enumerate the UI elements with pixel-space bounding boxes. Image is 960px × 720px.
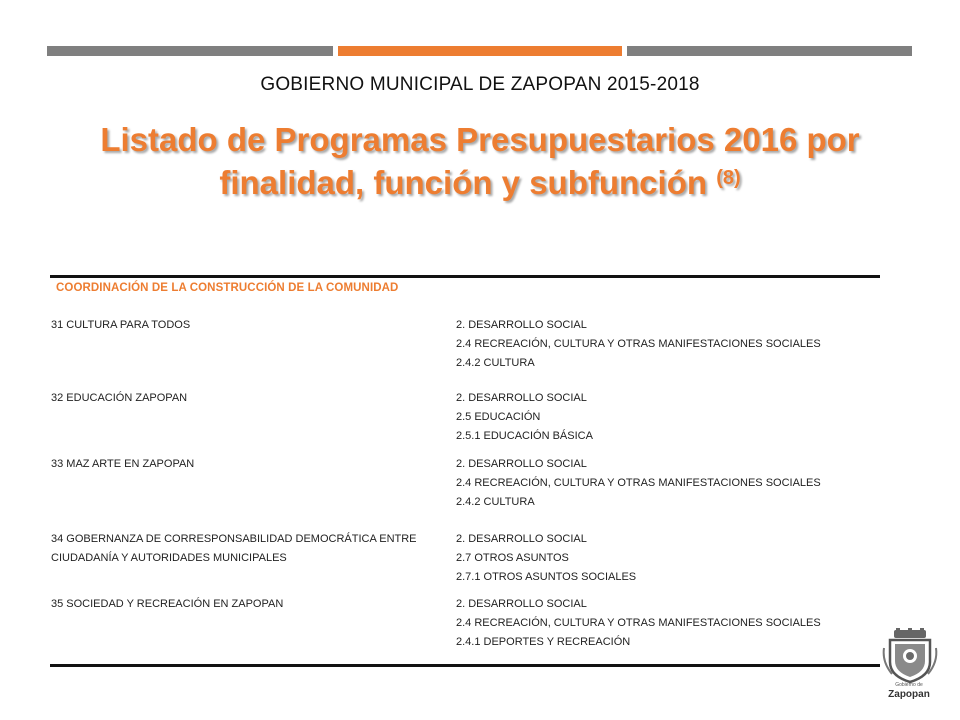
funcion: 2.5 EDUCACIÓN xyxy=(456,411,541,423)
funcion: 2.4 RECREACIÓN, CULTURA Y OTRAS MANIFESTACIONES SOCIALES xyxy=(456,477,821,489)
funcion: 2.4 RECREACIÓN, CULTURA Y OTRAS MANIFESTACIONES SOCIALES xyxy=(456,338,821,350)
section-title: COORDINACIÓN DE LA CONSTRUCCIÓN DE LA COMUNIDAD xyxy=(56,282,399,294)
funcion: 2.7 OTROS ASUNTOS xyxy=(456,552,569,564)
program-name: 32 EDUCACIÓN ZAPOPAN xyxy=(51,392,188,404)
program-classification xyxy=(456,316,876,373)
title-main: Listado de Programas Presupuestarios 2016 por finalidad, función y subfunción xyxy=(100,121,860,201)
finalidad: 2. DESARROLLO SOCIAL xyxy=(456,392,587,404)
program-classification xyxy=(456,530,876,587)
finalidad: 2. DESARROLLO SOCIAL xyxy=(456,319,587,331)
subfuncion: 2.4.2 CULTURA xyxy=(456,496,535,508)
page-title xyxy=(40,118,920,204)
funcion: 2.4 RECREACIÓN, CULTURA Y OTRAS MANIFESTACIONES SOCIALES xyxy=(456,617,821,629)
subfuncion: 2.7.1 OTROS ASUNTOS SOCIALES xyxy=(456,571,637,583)
subfuncion: 2.4.2 CULTURA xyxy=(456,357,535,369)
table-bottom-rule xyxy=(50,664,880,667)
program-name: 33 MAZ ARTE EN ZAPOPAN xyxy=(51,458,195,470)
title-note: (8) xyxy=(716,167,741,189)
table-top-rule xyxy=(50,275,880,278)
program-name: 34 GOBERNANZA DE CORRESPONSABILIDAD DEMOCRÁTICA ENTRE CIUDADANÍA Y AUTORIDADES MUNICIPALES xyxy=(51,533,417,564)
logo-wordmark: Zapopan xyxy=(888,689,930,700)
subfuncion: 2.4.1 DEPORTES Y RECREACIÓN xyxy=(456,636,631,648)
finalidad: 2. DESARROLLO SOCIAL xyxy=(456,598,587,610)
header-bar-left xyxy=(47,46,333,56)
finalidad: 2. DESARROLLO SOCIAL xyxy=(456,458,587,470)
subfuncion: 2.5.1 EDUCACIÓN BÁSICA xyxy=(456,430,593,442)
program-classification xyxy=(456,455,876,512)
program-classification xyxy=(456,595,876,652)
header-bar-right xyxy=(627,46,912,56)
logo-subtitle: Gobierno de xyxy=(895,682,923,688)
program-classification xyxy=(456,389,876,446)
finalidad: 2. DESARROLLO SOCIAL xyxy=(456,533,587,545)
government-heading: GOBIERNO MUNICIPAL DE ZAPOPAN 2015-2018 xyxy=(260,74,700,95)
header-bar-center xyxy=(338,46,622,56)
program-name: 31 CULTURA PARA TODOS xyxy=(51,319,191,331)
program-name: 35 SOCIEDAD Y RECREACIÓN EN ZAPOPAN xyxy=(51,598,284,610)
